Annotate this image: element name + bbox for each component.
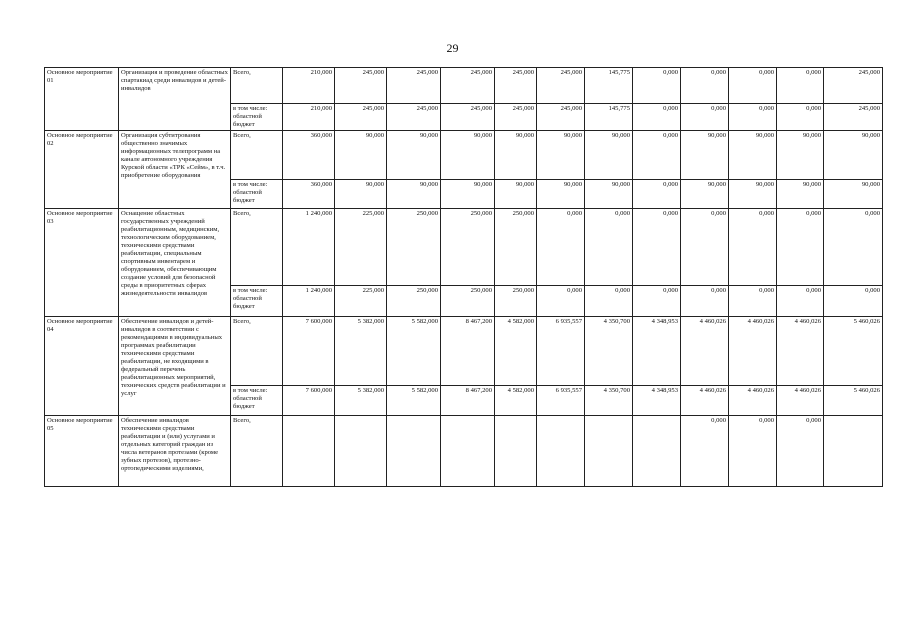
amount-cell: 4 460,026 bbox=[729, 386, 777, 416]
amount-cell: 0,000 bbox=[729, 104, 777, 131]
amount-cell: 4 460,026 bbox=[729, 317, 777, 386]
page-number: 29 bbox=[446, 41, 459, 55]
amount-cell: 4 350,700 bbox=[585, 317, 633, 386]
amount-cell: 0,000 bbox=[681, 209, 729, 286]
amount-cell: 360,000 bbox=[283, 131, 335, 180]
amount-cell: 4 460,026 bbox=[681, 317, 729, 386]
amount-cell: 245,000 bbox=[537, 104, 585, 131]
measure-code: Основное мероприятие 01 bbox=[45, 68, 119, 131]
amount-cell: 210,000 bbox=[283, 104, 335, 131]
table-row bbox=[45, 317, 883, 386]
amount-cell: 7 600,000 bbox=[283, 386, 335, 416]
amount-cell: 4 350,700 bbox=[585, 386, 633, 416]
amount-cell: 8 467,200 bbox=[441, 386, 495, 416]
amount-cell: 90,000 bbox=[681, 180, 729, 209]
amount-cell: 210,000 bbox=[283, 68, 335, 104]
measure-name: Обеспечение инвалидов техническими средствами реабилитации и (или) услугами и отдельных категорий граждан из числа ветеранов протезами (кроме зубных протезов), протезно-ортопедическими изделиями, bbox=[119, 416, 231, 487]
amount-cell: 90,000 bbox=[335, 180, 387, 209]
amount-cell: 250,000 bbox=[441, 286, 495, 317]
amount-cell: 90,000 bbox=[441, 131, 495, 180]
amount-cell: 0,000 bbox=[777, 416, 824, 487]
amount-cell: 4 460,026 bbox=[681, 386, 729, 416]
funding-label: Всего, bbox=[231, 317, 283, 386]
amount-cell: 6 935,557 bbox=[537, 386, 585, 416]
amount-cell: 0,000 bbox=[777, 104, 824, 131]
amount-cell: 0,000 bbox=[729, 286, 777, 317]
measure-code: Основное мероприятие 04 bbox=[45, 317, 119, 416]
amount-cell: 0,000 bbox=[681, 68, 729, 104]
amount-cell: 250,000 bbox=[387, 286, 441, 317]
amount-cell: 245,000 bbox=[824, 68, 883, 104]
amount-cell: 90,000 bbox=[537, 180, 585, 209]
amount-cell: 245,000 bbox=[495, 104, 537, 131]
budget-table bbox=[44, 67, 883, 487]
amount-cell: 0,000 bbox=[729, 68, 777, 104]
amount-cell: 0,000 bbox=[633, 180, 681, 209]
amount-cell: 225,000 bbox=[335, 209, 387, 286]
amount-cell: 5 582,000 bbox=[387, 386, 441, 416]
funding-label: в том числе: областной бюджет bbox=[231, 386, 283, 416]
amount-cell: 250,000 bbox=[387, 209, 441, 286]
amount-cell bbox=[824, 416, 883, 487]
amount-cell: 360,000 bbox=[283, 180, 335, 209]
table-row bbox=[45, 68, 883, 104]
amount-cell: 90,000 bbox=[681, 131, 729, 180]
amount-cell: 90,000 bbox=[585, 131, 633, 180]
amount-cell: 0,000 bbox=[777, 209, 824, 286]
table-row bbox=[45, 131, 883, 180]
amount-cell: 0,000 bbox=[585, 286, 633, 317]
amount-cell: 0,000 bbox=[633, 104, 681, 131]
amount-cell: 90,000 bbox=[335, 131, 387, 180]
measure-code: Основное мероприятие 02 bbox=[45, 131, 119, 209]
funding-label: Всего, bbox=[231, 68, 283, 104]
amount-cell: 4 460,026 bbox=[777, 317, 824, 386]
amount-cell: 6 935,557 bbox=[537, 317, 585, 386]
amount-cell: 245,000 bbox=[441, 104, 495, 131]
amount-cell: 0,000 bbox=[681, 416, 729, 487]
amount-cell bbox=[495, 416, 537, 487]
amount-cell bbox=[387, 416, 441, 487]
amount-cell: 4 582,000 bbox=[495, 386, 537, 416]
measure-code: Основное мероприятие 05 bbox=[45, 416, 119, 487]
amount-cell: 0,000 bbox=[681, 104, 729, 131]
amount-cell: 0,000 bbox=[681, 286, 729, 317]
amount-cell: 0,000 bbox=[777, 68, 824, 104]
amount-cell: 245,000 bbox=[441, 68, 495, 104]
amount-cell: 245,000 bbox=[387, 104, 441, 131]
amount-cell bbox=[441, 416, 495, 487]
amount-cell: 5 582,000 bbox=[387, 317, 441, 386]
amount-cell: 5 382,000 bbox=[335, 317, 387, 386]
amount-cell: 0,000 bbox=[777, 286, 824, 317]
amount-cell: 250,000 bbox=[495, 286, 537, 317]
amount-cell: 90,000 bbox=[824, 131, 883, 180]
amount-cell: 4 348,953 bbox=[633, 317, 681, 386]
funding-label: Всего, bbox=[231, 209, 283, 286]
measure-name: Организация и проведение областных спартакиад среди инвалидов и детей-инвалидов bbox=[119, 68, 231, 131]
amount-cell: 90,000 bbox=[441, 180, 495, 209]
amount-cell bbox=[633, 416, 681, 487]
funding-label: Всего, bbox=[231, 416, 283, 487]
amount-cell: 0,000 bbox=[729, 416, 777, 487]
amount-cell: 0,000 bbox=[537, 286, 585, 317]
amount-cell: 0,000 bbox=[633, 131, 681, 180]
measure-code: Основное мероприятие 03 bbox=[45, 209, 119, 317]
measure-name: Обеспечение инвалидов и детей-инвалидов в соответствии с рекомендациями в индивидуальных программах реабилитации техническими средствами реабилитации, не входящими в федеральный перечень реабилитационных мероприятий, технических средств реабилитации и услуг bbox=[119, 317, 231, 416]
amount-cell: 90,000 bbox=[824, 180, 883, 209]
amount-cell: 5 382,000 bbox=[335, 386, 387, 416]
amount-cell: 1 240,000 bbox=[283, 286, 335, 317]
amount-cell: 0,000 bbox=[633, 286, 681, 317]
amount-cell: 90,000 bbox=[777, 131, 824, 180]
measure-name: Организация субтитрования общественно значимых информационных телепрограмм на канале автономного учреждения Курской области «ТРК «Сейм», в т.ч. приобретение оборудования bbox=[119, 131, 231, 209]
funding-label: в том числе: областной бюджет bbox=[231, 104, 283, 131]
amount-cell: 0,000 bbox=[824, 209, 883, 286]
amount-cell: 245,000 bbox=[824, 104, 883, 131]
amount-cell: 4 460,026 bbox=[777, 386, 824, 416]
amount-cell: 245,000 bbox=[495, 68, 537, 104]
amount-cell: 0,000 bbox=[633, 209, 681, 286]
amount-cell: 5 460,026 bbox=[824, 317, 883, 386]
amount-cell: 0,000 bbox=[729, 209, 777, 286]
table-row bbox=[45, 416, 883, 487]
amount-cell: 245,000 bbox=[537, 68, 585, 104]
amount-cell: 90,000 bbox=[777, 180, 824, 209]
amount-cell: 245,000 bbox=[335, 104, 387, 131]
amount-cell: 0,000 bbox=[824, 286, 883, 317]
amount-cell: 90,000 bbox=[495, 131, 537, 180]
amount-cell: 8 467,200 bbox=[441, 317, 495, 386]
table-row bbox=[45, 209, 883, 286]
amount-cell: 90,000 bbox=[495, 180, 537, 209]
amount-cell: 145,775 bbox=[585, 68, 633, 104]
amount-cell: 7 600,000 bbox=[283, 317, 335, 386]
amount-cell: 0,000 bbox=[633, 68, 681, 104]
measure-name: Оснащение областных государственных учреждений реабилитационным, медицинским, технологическим оборудованием, техническими средствами реабилитации, специальным спортивным инвентарем и оборудованием, обеспечивающим создание условий для безопасной среды в приоритетных сферах жизнедеятельности инвалидов bbox=[119, 209, 231, 317]
amount-cell: 250,000 bbox=[495, 209, 537, 286]
amount-cell bbox=[283, 416, 335, 487]
amount-cell bbox=[585, 416, 633, 487]
amount-cell bbox=[335, 416, 387, 487]
amount-cell: 90,000 bbox=[729, 180, 777, 209]
amount-cell: 0,000 bbox=[585, 209, 633, 286]
amount-cell: 90,000 bbox=[387, 131, 441, 180]
amount-cell: 250,000 bbox=[441, 209, 495, 286]
amount-cell: 145,775 bbox=[585, 104, 633, 131]
amount-cell: 245,000 bbox=[335, 68, 387, 104]
amount-cell bbox=[537, 416, 585, 487]
amount-cell: 245,000 bbox=[387, 68, 441, 104]
funding-label: Всего, bbox=[231, 131, 283, 180]
amount-cell: 4 348,953 bbox=[633, 386, 681, 416]
amount-cell: 1 240,000 bbox=[283, 209, 335, 286]
funding-label: в том числе: областной бюджет bbox=[231, 286, 283, 317]
amount-cell: 5 460,026 bbox=[824, 386, 883, 416]
amount-cell: 90,000 bbox=[537, 131, 585, 180]
amount-cell: 0,000 bbox=[537, 209, 585, 286]
amount-cell: 225,000 bbox=[335, 286, 387, 317]
funding-label: в том числе: областной бюджет bbox=[231, 180, 283, 209]
amount-cell: 90,000 bbox=[387, 180, 441, 209]
amount-cell: 90,000 bbox=[729, 131, 777, 180]
amount-cell: 4 582,000 bbox=[495, 317, 537, 386]
amount-cell: 90,000 bbox=[585, 180, 633, 209]
